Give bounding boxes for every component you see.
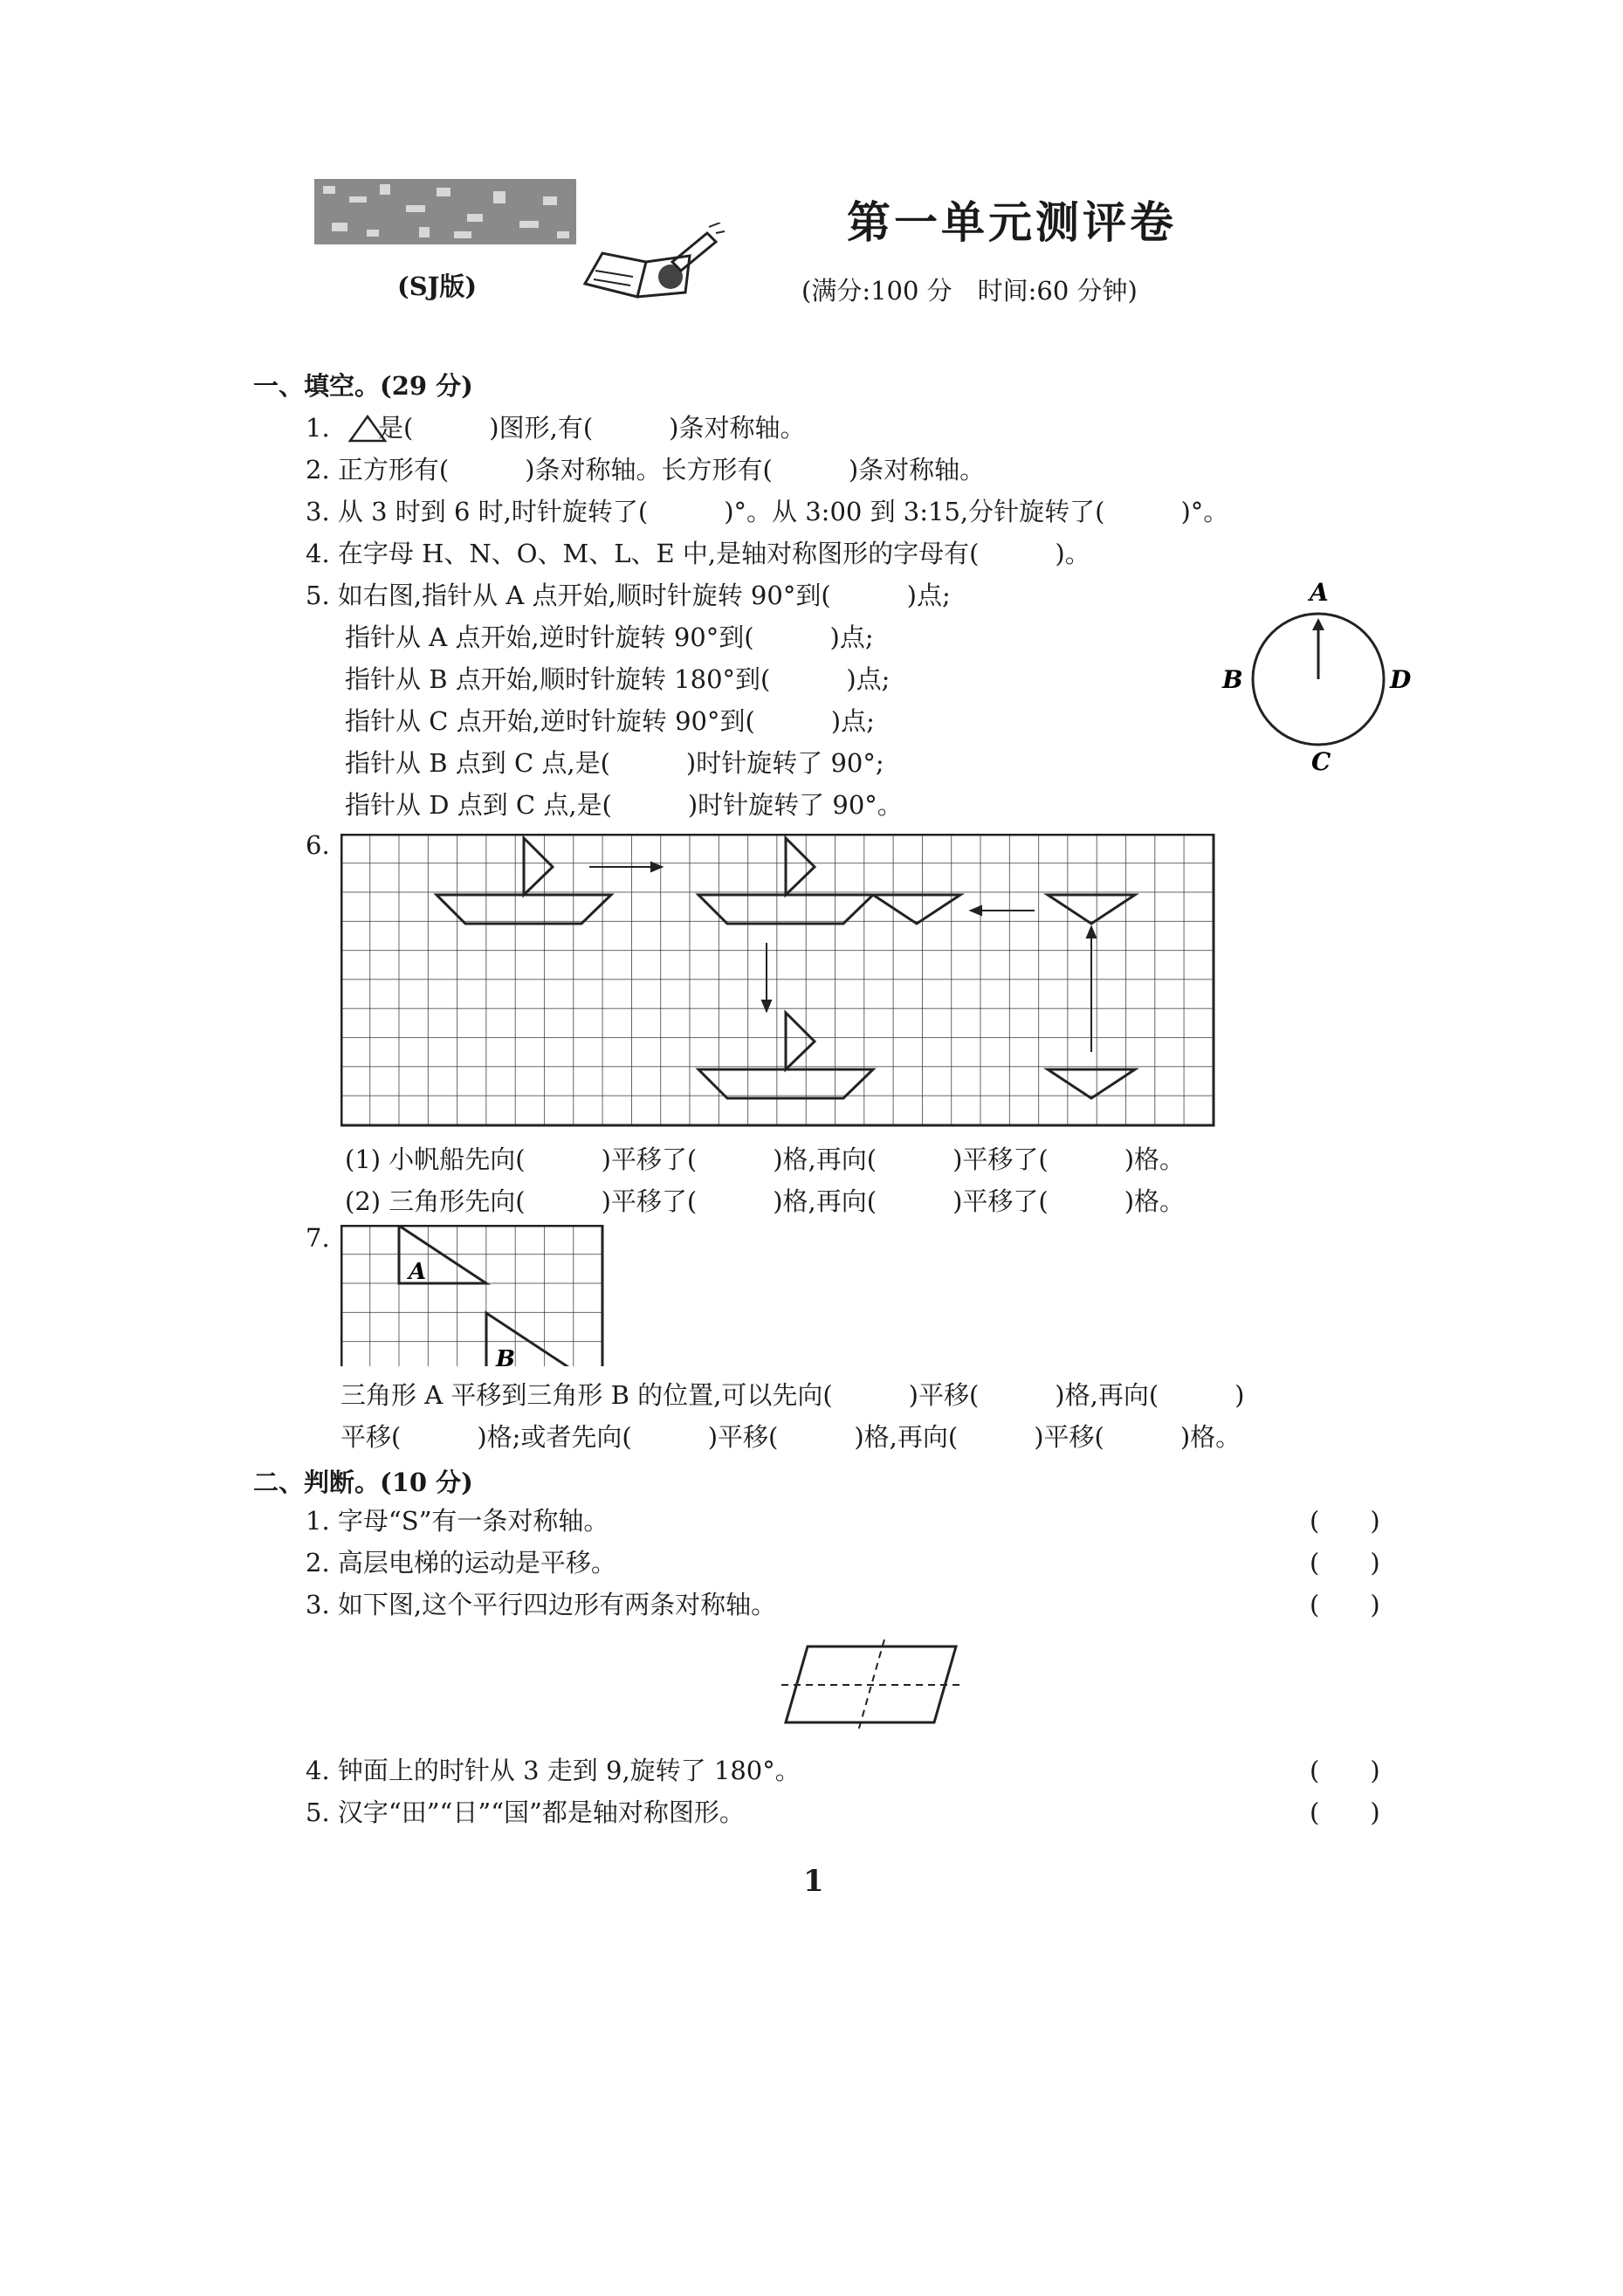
q1-text: 1. 是( )图形,有( )条对称轴。 (306, 413, 806, 443)
translation-grid-q7 (340, 1225, 611, 1366)
judge-answer-3[interactable]: ( ) (1310, 1590, 1380, 1619)
judge-answer-1[interactable]: ( ) (1310, 1506, 1380, 1536)
triangle-b-label: B (496, 1346, 515, 1366)
translation-grid-q6 (340, 834, 1218, 1139)
clock-diagram (1214, 576, 1423, 786)
judge-item-4: 4. 钟面上的时针从 3 走到 9,旋转了 180°。 (306, 1756, 801, 1785)
clock-label-b: B (1222, 665, 1243, 694)
header-banner (314, 179, 576, 244)
q5-line-5: 指针从 B 点到 C 点,是( )时针旋转了 90°; (345, 748, 884, 778)
judge-item-1: 1. 字母“S”有一条对称轴。 (306, 1506, 609, 1536)
q2-text: 2. 正方形有( )条对称轴。长方形有( )条对称轴。 (306, 455, 986, 485)
section2-heading: 二、判断。(10 分) (253, 1468, 473, 1497)
q3-text: 3. 从 3 时到 6 时,时针旋转了( )°。从 3:00 到 3:15,分针旋转了( )°。 (306, 497, 1229, 526)
q5-line-6: 指针从 D 点到 C 点,是( )时针旋转了 90°。 (345, 790, 903, 820)
judge-answer-5[interactable]: ( ) (1310, 1798, 1380, 1827)
parallelogram-diagram (781, 1640, 960, 1736)
q7-line-1: 三角形 A 平移到三角形 B 的位置,可以先向( )平移( )格,再向( ) (340, 1380, 1245, 1410)
book-pencil-icon (576, 223, 725, 310)
clock-label-d: D (1390, 665, 1412, 694)
q5-line-3: 指针从 B 点开始,顺时针旋转 180°到( )点; (345, 664, 891, 694)
q7-line-2: 平移( )格;或者先向( )平移( )格,再向( )平移( )格。 (340, 1422, 1241, 1452)
q7-number: 7. (306, 1223, 330, 1253)
q6-number: 6. (306, 830, 330, 860)
judge-item-2: 2. 高层电梯的运动是平移。 (306, 1548, 616, 1578)
edition-label: (SJ版) (397, 272, 478, 301)
clock-label-c: C (1311, 747, 1331, 776)
judge-item-3: 3. 如下图,这个平行四边形有两条对称轴。 (306, 1590, 777, 1619)
q5-line-1: 5. 如右图,指针从 A 点开始,顺时针旋转 90°到( )点; (306, 581, 951, 610)
q4-text: 4. 在字母 H、N、O、M、L、E 中,是轴对称图形的字母有( )。 (306, 539, 1090, 568)
page-number: 1 (803, 1864, 824, 1899)
judge-answer-2[interactable]: ( ) (1310, 1548, 1380, 1578)
q5-line-4: 指针从 C 点开始,逆时针旋转 90°到( )点; (345, 706, 875, 736)
triangle-a-label: A (409, 1259, 427, 1285)
q6-part-2: (2) 三角形先向( )平移了( )格,再向( )平移了( )格。 (345, 1186, 1186, 1216)
q5-line-2: 指针从 A 点开始,逆时针旋转 90°到( )点; (345, 622, 874, 652)
q6-part-1: (1) 小帆船先向( )平移了( )格,再向( )平移了( )格。 (345, 1145, 1186, 1174)
triangle-icon (347, 414, 388, 443)
section1-heading: 一、填空。(29 分) (253, 371, 473, 401)
score-info: (满分:100 分 时间:60 分钟) (801, 276, 1138, 306)
clock-label-a: A (1310, 578, 1329, 607)
judge-item-5: 5. 汉字“田”“日”“国”都是轴对称图形。 (306, 1798, 745, 1827)
judge-answer-4[interactable]: ( ) (1310, 1756, 1380, 1785)
page-title: 第一单元测评卷 (847, 196, 1177, 248)
